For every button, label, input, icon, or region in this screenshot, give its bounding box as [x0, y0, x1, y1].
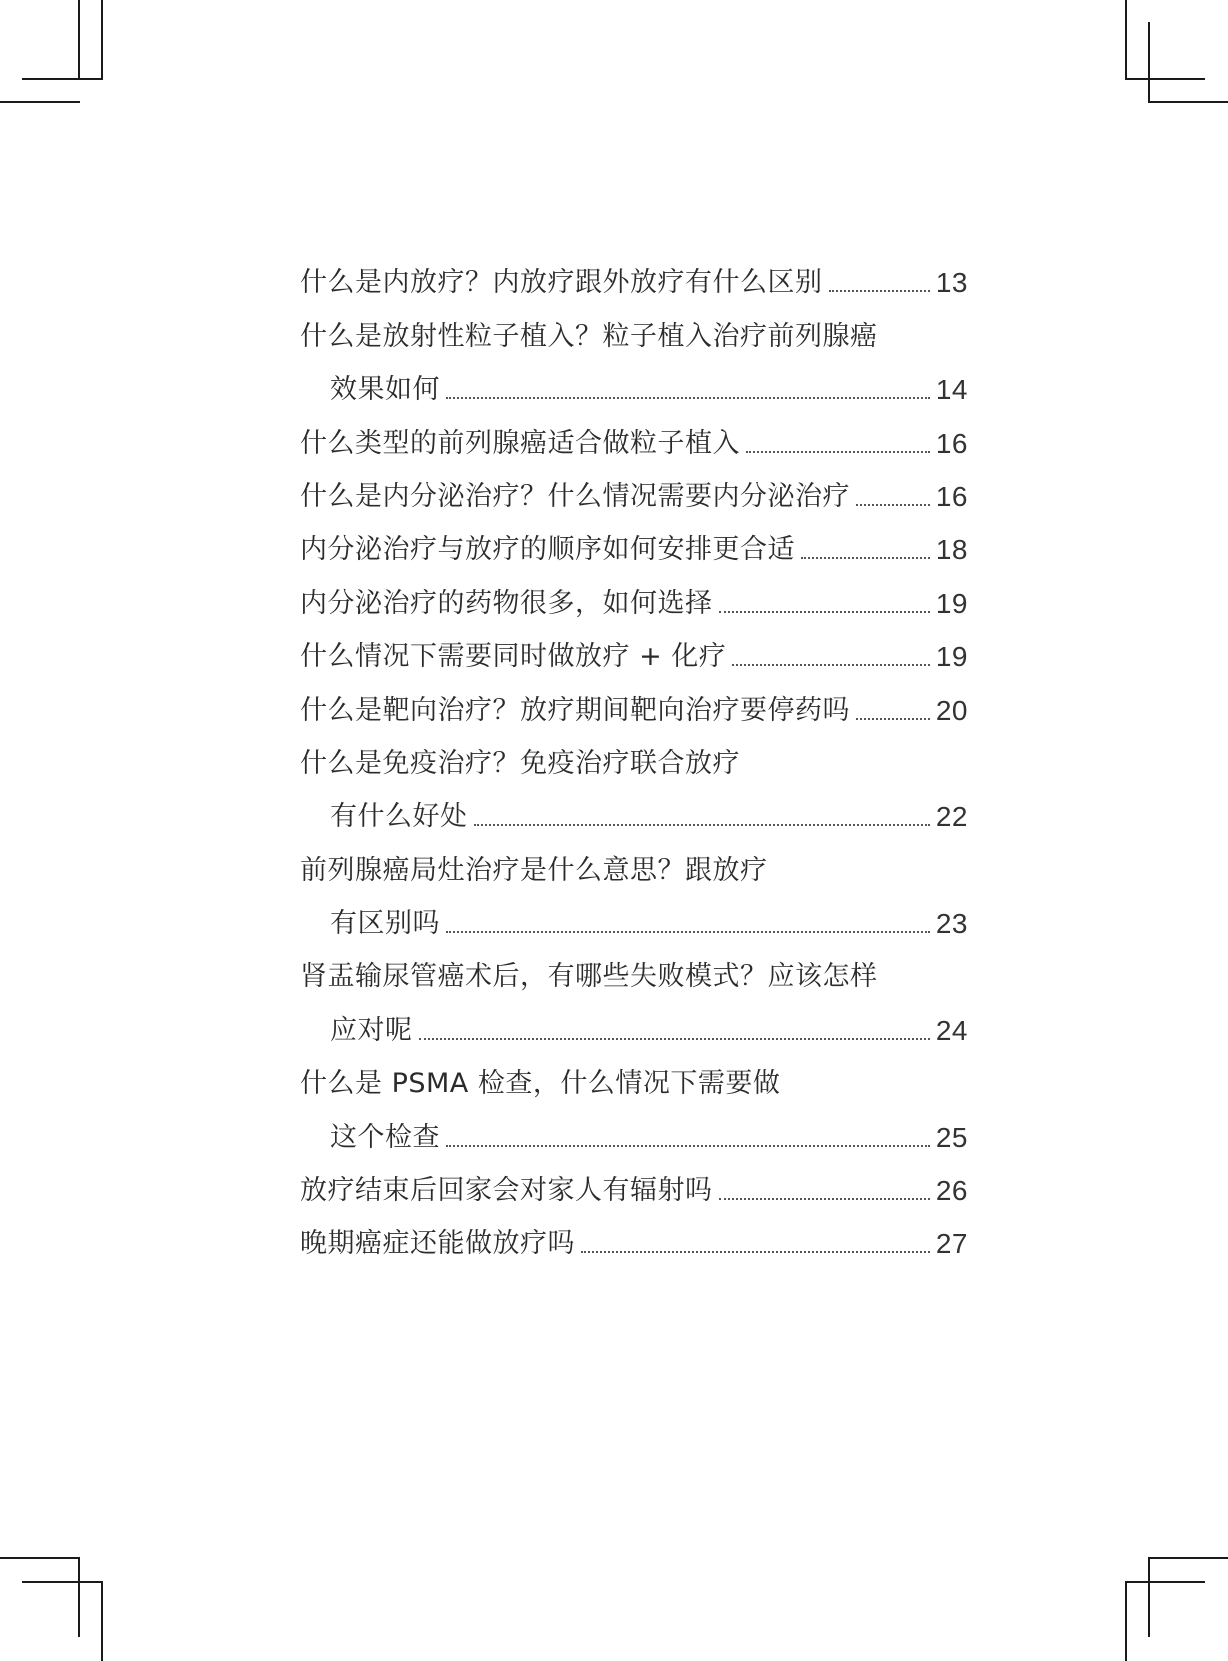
toc-page-number: 13	[935, 267, 968, 299]
toc-entry[interactable]	[300, 303, 968, 356]
toc-entry[interactable]	[300, 570, 968, 623]
toc-entry[interactable]	[300, 837, 968, 890]
crop-mark-top-right-h1	[1125, 78, 1205, 80]
toc-page-number: 26	[935, 1175, 968, 1207]
toc-entry-continuation[interactable]	[300, 357, 968, 410]
toc-entry-title: 什么是内放疗？内放疗跟外放疗有什么区别	[300, 267, 823, 299]
toc-page-number: 27	[935, 1228, 968, 1260]
crop-mark-top-right-v2	[1148, 22, 1150, 102]
toc-entry-title: 肾盂输尿管癌术后，有哪些失败模式？应该怎样	[300, 961, 878, 993]
toc-entry-title: 什么是靶向治疗？放疗期间靶向治疗要停药吗	[300, 694, 850, 726]
toc-leader-dots	[732, 663, 930, 666]
toc-entry[interactable]	[300, 464, 968, 517]
toc-entry-continuation[interactable]	[300, 997, 968, 1050]
toc-entry-title: 什么是免疫治疗？免疫治疗联合放疗	[300, 747, 740, 779]
toc-entry-title: 应对呢	[330, 1014, 413, 1046]
toc-entry[interactable]	[300, 250, 968, 303]
toc-leader-dots	[719, 1197, 930, 1200]
toc-page-number: 20	[935, 694, 968, 726]
toc-entry-title: 内分泌治疗的药物很多，如何选择	[300, 587, 713, 619]
crop-mark-bottom-right-v1	[1148, 1557, 1150, 1637]
toc-page-number: 24	[935, 1014, 968, 1046]
toc-leader-dots	[719, 610, 930, 613]
toc-leader-dots	[829, 289, 930, 292]
crop-mark-bottom-right-h1	[1148, 1557, 1228, 1559]
toc-leader-dots	[419, 1037, 930, 1040]
crop-mark-top-right-v1	[1125, 0, 1127, 80]
toc-entry-title: 什么是 PSMA 检查，什么情况下需要做	[300, 1068, 781, 1100]
crop-mark-top-left-v2	[101, 0, 103, 80]
crop-mark-top-left-v1	[78, 0, 80, 80]
toc-leader-dots	[446, 396, 930, 399]
crop-mark-bottom-left-v2	[101, 1581, 103, 1661]
toc-entry-title: 什么是内分泌治疗？什么情况需要内分泌治疗	[300, 480, 850, 512]
toc-entry[interactable]	[300, 731, 968, 784]
toc-entry-title: 什么是放射性粒子植入？粒子植入治疗前列腺癌	[300, 320, 878, 352]
crop-mark-top-left-h2	[0, 101, 80, 103]
toc-entry-title: 晚期癌症还能做放疗吗	[300, 1228, 575, 1260]
toc-entry[interactable]	[300, 677, 968, 730]
toc-entry[interactable]	[300, 410, 968, 463]
toc-page-number: 25	[935, 1121, 968, 1153]
toc-page-number: 18	[935, 534, 968, 566]
toc-entry-title: 这个检查	[330, 1121, 440, 1153]
toc-entry-title: 什么类型的前列腺癌适合做粒子植入	[300, 427, 740, 459]
crop-mark-top-left-h1	[22, 78, 102, 80]
crop-mark-bottom-right-h2	[1125, 1581, 1205, 1583]
toc-entry[interactable]	[300, 1051, 968, 1104]
crop-mark-bottom-left-h2	[22, 1581, 102, 1583]
toc-entry-title: 效果如何	[330, 374, 440, 406]
toc-page-number: 14	[935, 374, 968, 406]
toc-leader-dots	[581, 1250, 930, 1253]
toc-entry[interactable]	[300, 1158, 968, 1211]
toc-leader-dots	[446, 930, 930, 933]
toc-leader-dots	[856, 503, 930, 506]
toc-leader-dots	[474, 823, 930, 826]
toc-entry[interactable]	[300, 944, 968, 997]
toc-leader-dots	[746, 450, 930, 453]
toc-page-number: 22	[935, 801, 968, 833]
crop-mark-bottom-right-v2	[1125, 1581, 1127, 1661]
crop-mark-bottom-left-h1	[0, 1557, 80, 1559]
toc-entry-title: 放疗结束后回家会对家人有辐射吗	[300, 1175, 713, 1207]
toc-entry[interactable]	[300, 624, 968, 677]
toc-entry[interactable]	[300, 517, 968, 570]
toc-entry-title: 有什么好处	[330, 801, 468, 833]
toc-entry[interactable]	[300, 1211, 968, 1264]
table-of-contents	[300, 250, 968, 1264]
toc-leader-dots	[856, 717, 930, 720]
toc-leader-dots	[446, 1144, 930, 1147]
toc-entry-title: 有区别吗	[330, 908, 440, 940]
toc-entry-title: 内分泌治疗与放疗的顺序如何安排更合适	[300, 534, 795, 566]
toc-entry-title: 什么情况下需要同时做放疗 + 化疗	[300, 641, 727, 673]
toc-entry-title: 前列腺癌局灶治疗是什么意思？跟放疗	[300, 854, 768, 886]
toc-page-number: 16	[935, 480, 968, 512]
toc-entry-continuation[interactable]	[300, 784, 968, 837]
crop-mark-top-right-h2	[1148, 101, 1228, 103]
toc-leader-dots	[801, 556, 930, 559]
toc-page-number: 23	[935, 908, 968, 940]
crop-mark-bottom-left-v1	[78, 1557, 80, 1637]
toc-entry-continuation[interactable]	[300, 891, 968, 944]
toc-page-number: 16	[935, 427, 968, 459]
toc-page-number: 19	[935, 641, 968, 673]
toc-entry-continuation[interactable]	[300, 1104, 968, 1157]
toc-page-number: 19	[935, 587, 968, 619]
